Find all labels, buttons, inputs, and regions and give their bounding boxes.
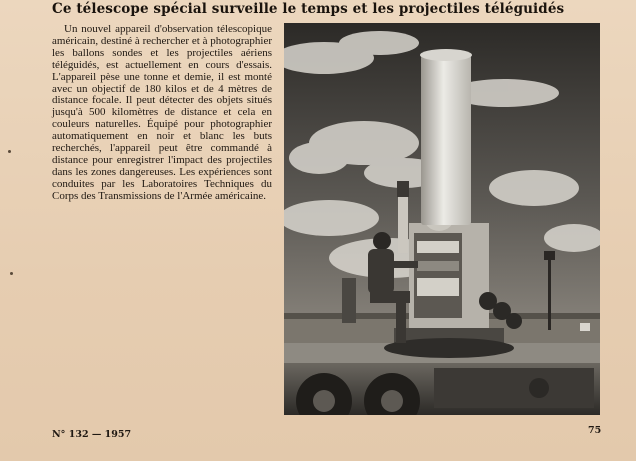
- page-number: 75: [588, 425, 602, 436]
- article-headline: Ce télescope spécial surveille le temps et les projectiles téléguidés: [52, 1, 565, 17]
- issue-number: N° 132 — 1957: [52, 429, 132, 440]
- paper-speck: [8, 150, 11, 153]
- article-body: Un nouvel appareil d'observation télescopique américain, destiné à rechercher et à photographier les ballons sondes et les projectiles aériens téléguidés, est actuellement en cours d'essais. L'appareil pèse une tonne et demie, il est monté avec un objectif de 180 kilos et de 4 mètres de distance focale. Il peut détecter des objets situés jusqu'à 500 kilomètres de distance et cela en couleurs naturelles. Équipé pour photographier automatiquement en noir et blanc les buts recherchés, l'appareil peut être commandé à distance pour enregistrer l'impact des projectiles dans les zones dangereuses. Les expériences sont conduites par les Laboratoires Techniques du Corps des Transmissions de l'Armée américaine.: [52, 23, 272, 202]
- telescope-photo: [284, 23, 600, 415]
- paper-speck: [10, 272, 13, 275]
- pole: [548, 255, 551, 330]
